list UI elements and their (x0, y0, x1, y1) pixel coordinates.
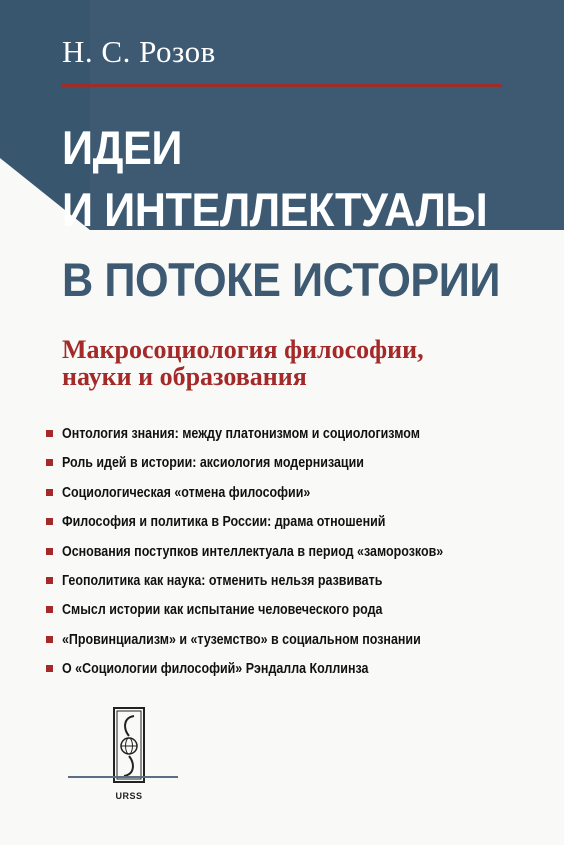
topic-text: О «Социологии философий» Рэндалла Коллинза (62, 661, 369, 678)
topic-item (62, 630, 542, 659)
title-line-3: В ПОТОКЕ ИСТОРИИ (62, 253, 501, 306)
topic-text: Основания поступков интеллектуала в период «заморозков» (62, 543, 444, 560)
topic-text: Смысл истории как испытание человеческого рода (62, 602, 383, 619)
topic-list (62, 424, 542, 689)
subtitle (62, 336, 424, 390)
topic-item (62, 512, 542, 541)
bullet-square-icon (46, 430, 53, 437)
title-line-2: И ИНТЕЛЛЕКТУАЛЫ (62, 183, 488, 236)
bullet-square-icon (46, 665, 53, 672)
topic-item (62, 659, 542, 688)
topic-text: «Провинциализм» и «туземство» в социальном познании (62, 631, 421, 648)
subtitle-line-1: Макросоциология философии, (62, 335, 424, 364)
topic-item (62, 571, 542, 600)
title-line-1: ИДЕИ (62, 121, 182, 174)
bullet-square-icon (46, 459, 53, 466)
bullet-square-icon (46, 577, 53, 584)
topic-item (62, 483, 542, 512)
topic-text: Онтология знания: между платонизмом и социологизмом (62, 426, 420, 442)
subtitle-line-2: науки и образования (62, 362, 307, 391)
bullet-square-icon (46, 606, 53, 613)
topic-text: Философия и политика в России: драма отношений (62, 514, 386, 531)
publisher-logo-icon (112, 706, 146, 786)
topic-text: Роль идей в истории: аксиология модернизации (62, 455, 364, 472)
topic-item (62, 600, 542, 629)
bullet-square-icon (46, 636, 53, 643)
publisher-name: URSS (115, 791, 143, 801)
topic-item (62, 542, 542, 571)
topic-text: Социологическая «отмена философии» (62, 484, 311, 501)
author-divider (62, 84, 502, 87)
topic-text: Геополитика как наука: отменить нельзя развивать (62, 572, 383, 589)
bullet-square-icon (46, 518, 53, 525)
publisher-divider (68, 776, 178, 778)
bullet-square-icon (46, 489, 53, 496)
author-name: Н. С. Розов (62, 34, 216, 69)
topic-item (62, 424, 542, 453)
bullet-square-icon (46, 548, 53, 555)
topic-item (62, 453, 542, 482)
